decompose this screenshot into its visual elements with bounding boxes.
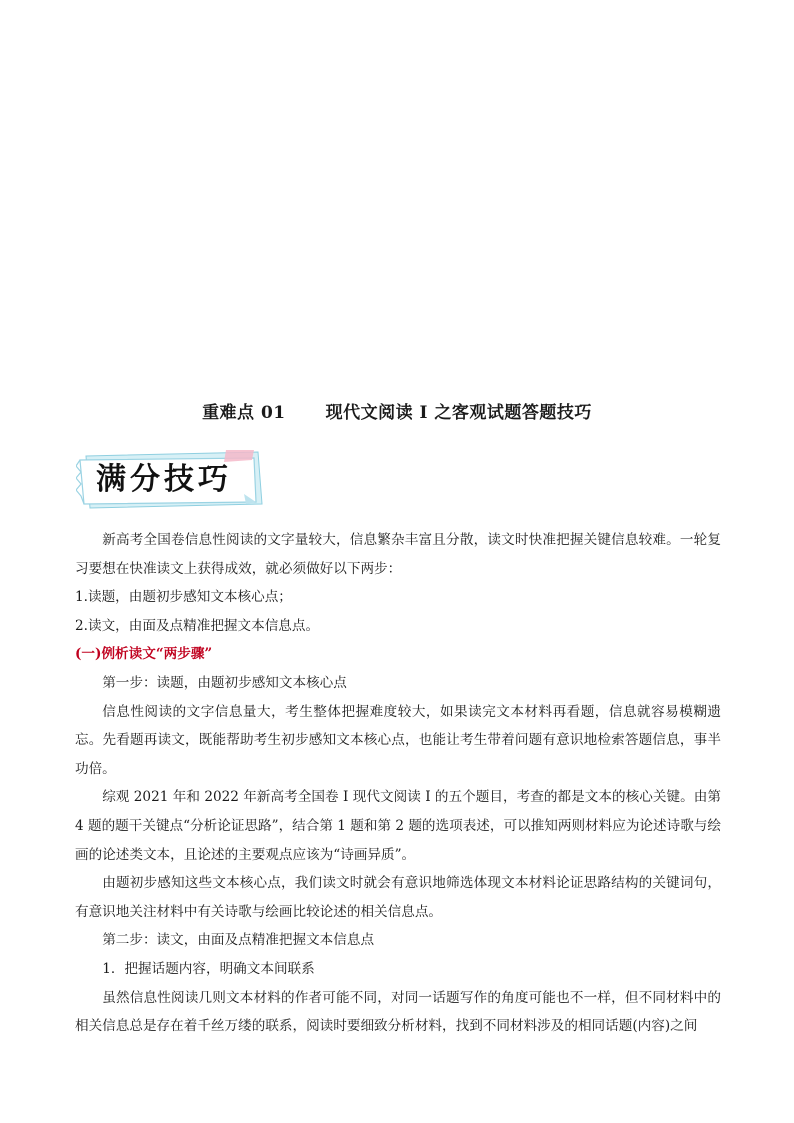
page-title <box>0 398 794 423</box>
paragraph-topic: 虽然信息性阅读几则文本材料的作者可能不同，对同一话题写作的角度可能也不一样，但不同材料中的相关信息总是存在着千丝万缕的联系，阅读时要细致分析材料，找到不同材料涉及的相同话题(内容)之间 <box>75 989 721 1035</box>
title-label: 重难点 01 <box>202 403 286 423</box>
step-one-heading: 第一步：读题，由题初步感知文本核心点 <box>102 674 347 691</box>
full-score-tips-banner <box>76 450 266 510</box>
section-heading: (一)例析读文“两步骤” <box>75 646 213 663</box>
paragraph-reading: 由题初步感知这些文本核心点，我们读文时就会有意识地筛选体现文本材料论证思路结构的关键词句，有意识地关注材料中有关诗歌与绘画比较论述的相关信息点。 <box>75 875 721 920</box>
subheading-topic: 1．把握话题内容，明确文本间联系 <box>102 960 315 977</box>
banner-text: 满分技巧 <box>96 462 232 497</box>
article-body <box>75 526 721 1041</box>
step-item-2: 2.读文，由面及点精准把握文本信息点。 <box>75 617 320 634</box>
paragraph-step-one: 信息性阅读的文字信息量大，考生整体把握难度较大，如果读完文本材料再看题，信息就容易模糊遗忘。先看题再读文，既能帮助考生初步感知文本核心点，也能让考生带着问题有意识地检索答题信息，事半功倍。 <box>75 703 721 777</box>
paragraph-analysis: 综观 2021 年和 2022 年新高考全国卷 I 现代文阅读 I 的五个题目，考查的都是文本的核心关键。由第 4 题的题干关键点“分析论证思路”，结合第 1 题和第 2 题的选项表述，可以推知两则材料应为论述诗歌与绘画的论述类文本，且论述的主要观点应该为“诗画异质”。 <box>75 789 721 863</box>
paragraph-intro: 新高考全国卷信息性阅读的文字量较大，信息繁杂丰富且分散，读文时快准把握关键信息较难。一轮复习要想在快准读文上获得成效，就必须做好以下两步： <box>75 532 721 577</box>
step-item-1: 1.读题，由题初步感知文本核心点； <box>75 589 292 606</box>
step-two-heading: 第二步：读文，由面及点精准把握文本信息点 <box>102 932 375 949</box>
title-text: 现代文阅读 I 之客观试题答题技巧 <box>325 403 592 423</box>
